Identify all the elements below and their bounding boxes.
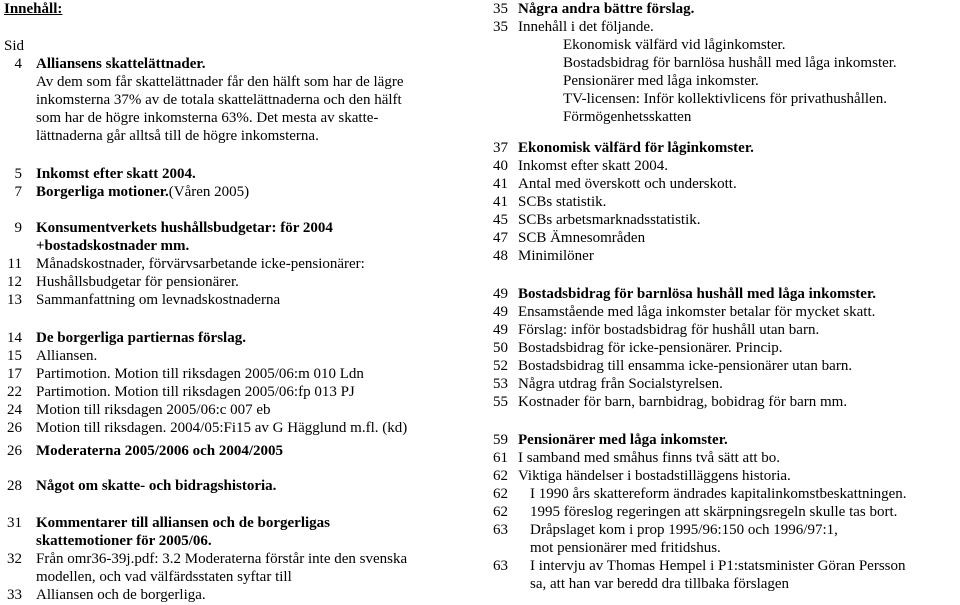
- toc-page-number: [0, 109, 22, 127]
- toc-page-number: 47: [493, 230, 508, 246]
- toc-entry-text: Inkomst efter skatt 2004.: [36, 166, 196, 182]
- toc-entry-text: Motion till riksdagen. 2004/05:Fi15 av G Hägglund m.fl. (kd): [36, 420, 408, 436]
- toc-entry-text: Kostnader för barn, barnbidrag, bobidrag för barn mm.: [518, 394, 848, 410]
- toc-page-number: 63: [493, 522, 508, 538]
- toc-page-number: [486, 539, 508, 557]
- toc-entry-text: Ekonomisk välfärd för låginkomster.: [518, 140, 754, 156]
- toc-entry-text: sa, att han var beredd dra tillbaka förslagen: [530, 576, 790, 592]
- toc-entry: [0, 73, 404, 91]
- toc-page-number: 33: [7, 587, 22, 603]
- toc-page-number: 62: [493, 468, 508, 484]
- toc-entry: [486, 503, 897, 521]
- toc-entry: [486, 375, 723, 393]
- toc-page-number: 11: [7, 256, 22, 272]
- toc-page-number: 5: [14, 166, 22, 182]
- toc-entry: [486, 321, 819, 339]
- toc-entry: [0, 477, 276, 495]
- toc-page-number: 45: [493, 212, 508, 228]
- toc-entry: [486, 193, 606, 211]
- toc-entry: [486, 449, 780, 467]
- toc-page-number: 32: [7, 551, 22, 567]
- toc-entry: [486, 557, 906, 575]
- toc-entry: [0, 550, 407, 568]
- toc-entry-text: De borgerliga partiernas förslag.: [36, 330, 246, 346]
- toc-entry-text: +bostadskostnader mm.: [36, 238, 190, 254]
- toc-page-number: 28: [7, 478, 22, 494]
- toc-entry-text: Inkomst efter skatt 2004.: [518, 158, 668, 174]
- toc-page-number: 9: [14, 220, 22, 236]
- toc-page-number: 31: [7, 515, 22, 531]
- toc-entry: [486, 247, 594, 265]
- toc-entry: [0, 586, 206, 604]
- toc-page-number: [0, 568, 22, 586]
- toc-page-number: 4: [14, 56, 22, 72]
- toc-entry: [486, 229, 645, 247]
- toc-entry: [0, 419, 407, 437]
- toc-page-number: [486, 90, 508, 108]
- toc-entry-text: Antal med överskott och underskott.: [518, 176, 737, 192]
- toc-entry-text: Dråpslaget kom i prop 1995/96:150 och 1996/97:1,: [530, 522, 838, 538]
- toc-page-number: [0, 91, 22, 109]
- toc-entry: [0, 291, 280, 309]
- toc-entry: [486, 285, 876, 303]
- toc-entry-text: som har de högre inkomsterna 63%. Det mesta av skatte-: [36, 110, 379, 126]
- toc-page-number: [486, 36, 508, 54]
- toc-entry: [0, 532, 212, 550]
- toc-entry-text: lättnaderna går alltså till de högre inkomsterna.: [36, 128, 319, 144]
- toc-page-number: 41: [493, 194, 508, 210]
- toc-entry: [486, 339, 783, 357]
- toc-entry-text: Ensamstående med låga inkomster betalar för mycket skatt.: [518, 304, 876, 320]
- toc-page-number: 49: [493, 304, 508, 320]
- page-title: Innehåll:: [4, 1, 63, 17]
- toc-entry: [486, 157, 668, 175]
- toc-entry: [0, 219, 333, 237]
- toc-entry: [486, 575, 789, 593]
- toc-page-number: 24: [7, 402, 22, 418]
- toc-entry: [486, 393, 847, 411]
- toc-entry: [0, 383, 355, 401]
- toc-entry-text: Alliansens skattelättnader.: [36, 56, 206, 72]
- toc-entry-text: Alliansen och de borgerliga.: [36, 587, 206, 603]
- toc-entry: [0, 442, 283, 460]
- toc-entry-text: Förmögenhetsskatten: [563, 109, 692, 125]
- toc-page-number: [486, 108, 508, 126]
- toc-entry-text: Något om skatte- och bidragshistoria.: [36, 478, 277, 494]
- toc-entry-text: 1995 föreslog regeringen att skärpningsregeln skulle tas bort.: [530, 504, 898, 520]
- toc-entry-text: Motion till riksdagen 2005/06:c 007 eb: [36, 402, 271, 418]
- toc-entry: [486, 539, 721, 557]
- toc-entry-text: I intervju av Thomas Hempel i P1:statsminister Göran Persson: [530, 558, 906, 574]
- toc-page-number: 50: [493, 340, 508, 356]
- toc-entry-text: modellen, och vad välfärdsstaten syftar till: [36, 569, 292, 585]
- toc-entry: [486, 0, 694, 18]
- toc-page-number: 35: [493, 19, 508, 35]
- toc-entry: [486, 90, 887, 108]
- toc-page-number: 37: [493, 140, 508, 156]
- toc-entry: [486, 36, 785, 54]
- toc-entry-text: Bostadsbidrag för barnlösa hushåll med låga inkomster.: [518, 286, 876, 302]
- toc-entry: [486, 72, 759, 90]
- toc-entry: [486, 485, 907, 503]
- toc-entry-text: Minimilöner: [518, 248, 594, 264]
- toc-page-number: 14: [7, 330, 22, 346]
- toc-page-number: 61: [493, 450, 508, 466]
- toc-entry-text: Konsumentverkets hushållsbudgetar: för 2004: [36, 220, 333, 236]
- toc-entry-text: Pensionärer med låga inkomster.: [563, 73, 759, 89]
- toc-page-number: 48: [493, 248, 508, 264]
- toc-entry-text: Partimotion. Motion till riksdagen 2005/06:m 010 Ldn: [36, 366, 364, 382]
- toc-entry-text: Bostadsbidrag för barnlösa hushåll med låga inkomster.: [563, 55, 897, 71]
- toc-page-number: 26: [7, 420, 22, 436]
- toc-page-number: [0, 73, 22, 91]
- toc-entry: [486, 357, 852, 375]
- toc-entry: [0, 183, 249, 201]
- toc-entry-text: Pensionärer med låga inkomster.: [518, 432, 728, 448]
- toc-entry: [0, 109, 378, 127]
- toc-entry: [0, 347, 97, 365]
- toc-entry-text: I 1990 års skattereform ändrades kapitalinkomstbeskattningen.: [530, 486, 907, 502]
- toc-page-number: 62: [493, 486, 508, 502]
- toc-page-number: [0, 237, 22, 255]
- toc-page-number: 22: [7, 384, 22, 400]
- toc-entry-text: Hushållsbudgetar för pensionärer.: [36, 274, 239, 290]
- toc-page-number: 55: [493, 394, 508, 410]
- toc-entry: [0, 273, 239, 291]
- toc-page-number: 49: [493, 286, 508, 302]
- toc-entry-text: Ekonomisk välfärd vid låginkomster.: [563, 37, 786, 53]
- toc-entry: [0, 55, 205, 73]
- toc-entry-text: skattemotioner för 2005/06.: [36, 533, 212, 549]
- toc-entry-text: Alliansen.: [36, 348, 98, 364]
- toc-entry-text: Moderaterna 2005/2006 och 2004/2005: [36, 443, 284, 459]
- toc-entry: [0, 127, 319, 145]
- toc-page-number: 26: [7, 443, 22, 459]
- toc-page-number: 59: [493, 432, 508, 448]
- toc-entry: [486, 303, 875, 321]
- toc-entry: [0, 329, 246, 347]
- toc-entry-text: TV-licensen: Inför kollektivlicens för privathushållen.: [563, 91, 887, 107]
- toc-entry-text: Kommentarer till alliansen och de borgerligas: [36, 515, 331, 531]
- toc-page-number: [486, 72, 508, 90]
- toc-entry-text: Innehåll i det följande.: [518, 19, 654, 35]
- toc-page-number: 53: [493, 376, 508, 392]
- toc-entry: [486, 521, 838, 539]
- toc-entry-text: Partimotion. Motion till riksdagen 2005/06:fp 013 PJ: [36, 384, 355, 400]
- toc-entry: [0, 365, 364, 383]
- toc-page-number: 63: [493, 558, 508, 574]
- toc-entry: [486, 175, 737, 193]
- toc-entry-text: Bostadsbidrag för icke-pensionärer. Princip.: [518, 340, 783, 356]
- toc-page-number: 12: [7, 274, 22, 290]
- toc-entry: [0, 237, 189, 255]
- toc-entry: [486, 18, 654, 36]
- toc-entry-text: Bostadsbidrag till ensamma icke-pensionärer utan barn.: [518, 358, 853, 374]
- toc-entry-text: I samband med småhus finns två sätt att bo.: [518, 450, 781, 466]
- toc-page-number: [486, 54, 508, 72]
- toc-page-number: [0, 532, 22, 550]
- toc-entry: [486, 108, 691, 126]
- toc-entry-text: Några utdrag från Socialstyrelsen.: [518, 376, 723, 392]
- toc-page-number: 15: [7, 348, 22, 364]
- toc-entry: [0, 401, 271, 419]
- toc-page-number: 7: [14, 184, 22, 200]
- toc-entry: [0, 568, 292, 586]
- toc-entry: [0, 514, 330, 532]
- toc-page-number: 13: [7, 292, 22, 308]
- toc-page-number: 17: [7, 366, 22, 382]
- toc-page-number: 52: [493, 358, 508, 374]
- toc-entry-text: Av dem som får skattelättnader får den hälft som har de lägre: [36, 74, 404, 90]
- toc-entry-text: Från omr36-39j.pdf: 3.2 Moderaterna förstår inte den svenska: [36, 551, 408, 567]
- toc-entry: [486, 431, 728, 449]
- toc-entry-text: inkomsterna 37% av de totala skattelättnaderna och den hälft: [36, 92, 402, 108]
- toc-page-number: [0, 127, 22, 145]
- toc-entry: [486, 54, 897, 72]
- toc-page-number: 49: [493, 322, 508, 338]
- toc-entry: [486, 139, 754, 157]
- toc-entry: [0, 165, 196, 183]
- page-column-label: Sid: [4, 38, 25, 54]
- toc-entry: [486, 211, 701, 229]
- toc-entry-text: mot pensionärer med fritidshus.: [530, 540, 721, 556]
- toc-entry-text: Några andra bättre förslag.: [518, 1, 695, 17]
- toc-entry-text: Månadskostnader, förvärvsarbetande icke-pensionärer:: [36, 256, 365, 272]
- toc-entry-text: Förslag: inför bostadsbidrag för hushåll utan barn.: [518, 322, 820, 338]
- toc-entry: [0, 91, 402, 109]
- toc-page-number: 41: [493, 176, 508, 192]
- toc-entry-text: Sammanfattning om levnadskostnaderna: [36, 292, 281, 308]
- toc-entry-text: SCBs arbetsmarknadsstatistik.: [518, 212, 701, 228]
- toc-entry-text: Viktiga händelser i bostadstilläggens historia.: [518, 468, 791, 484]
- toc-entry-text: SCBs statistik.: [518, 194, 607, 210]
- toc-entry: [0, 255, 365, 273]
- toc-page-number: 40: [493, 158, 508, 174]
- toc-entry-text: SCB Ämnesområden: [518, 230, 646, 246]
- toc-page-number: 35: [493, 1, 508, 17]
- toc-page-number: [486, 575, 508, 593]
- toc-entry-note: (Våren 2005): [168, 184, 250, 200]
- toc-page-number: 62: [493, 504, 508, 520]
- toc-entry: [486, 467, 791, 485]
- toc-entry-text: Borgerliga motioner.: [36, 184, 169, 200]
